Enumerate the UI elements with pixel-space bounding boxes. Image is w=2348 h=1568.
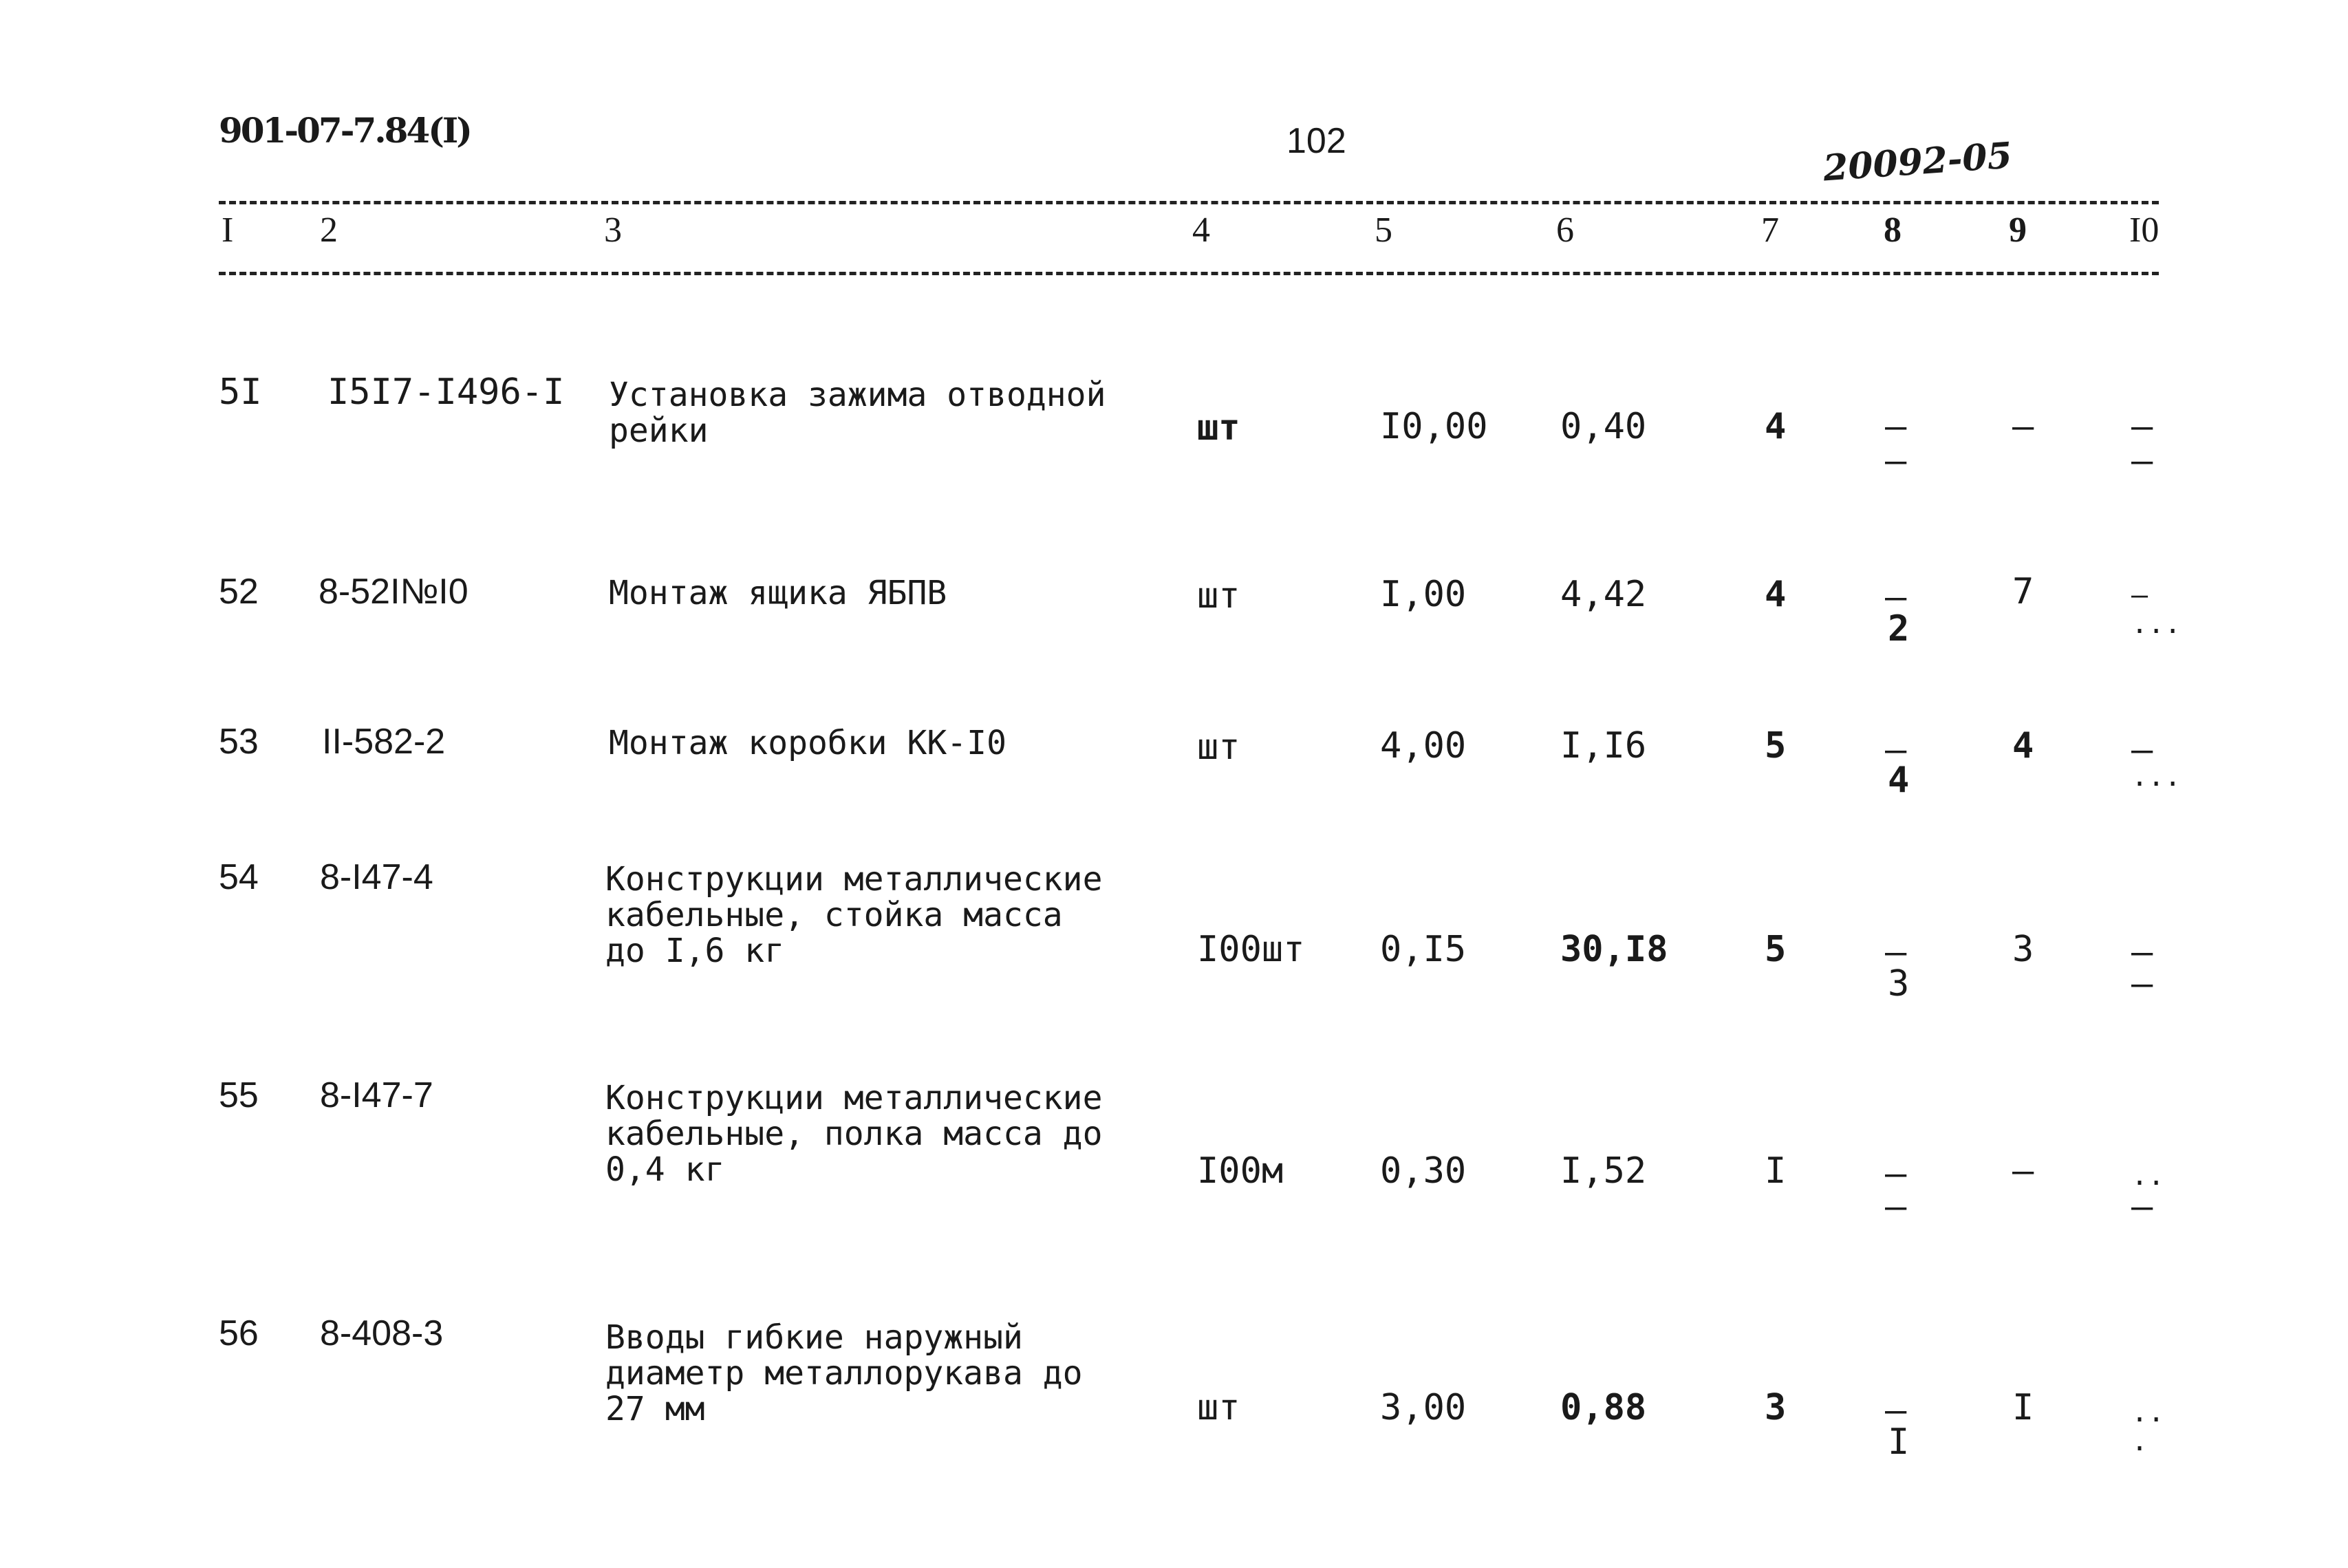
row-code: 8-408-3	[320, 1313, 444, 1353]
row-col9: I	[2012, 1387, 2034, 1428]
row-col10-top: ..	[2131, 1160, 2165, 1192]
document-code: 901-07-7.84(I)	[219, 110, 471, 151]
row-col8-bottom: –	[1885, 1186, 1907, 1227]
row-col9: –	[2012, 1150, 2034, 1192]
header-bottom-rule	[219, 272, 2159, 275]
row-col10-bottom: –	[2131, 1186, 2153, 1227]
row-qty: 3,00	[1380, 1387, 1467, 1428]
col-header-4: 4	[1192, 211, 1210, 250]
row-col10-bottom: –	[2131, 440, 2153, 482]
page-number: 102	[1286, 121, 1346, 161]
col-header-10: I0	[2129, 211, 2159, 250]
row-col8-bottom: 3	[1888, 963, 1910, 1005]
row-name: Монтаж ящика ЯБПВ	[609, 574, 947, 612]
row-number: 52	[219, 572, 259, 612]
row-qty: 0,I5	[1380, 929, 1467, 970]
row-qty: I,00	[1380, 574, 1467, 615]
row-number: 56	[219, 1313, 259, 1353]
row-col10-bottom: .	[2131, 1426, 2148, 1457]
col-header-6: 6	[1556, 211, 1574, 250]
row-col7: 4	[1765, 574, 1787, 615]
row-col7: 3	[1765, 1387, 1787, 1428]
row-col6: I,52	[1560, 1150, 1647, 1192]
row-col8-bottom: 4	[1888, 760, 1910, 801]
row-number: 5I	[219, 372, 262, 413]
row-code: I5I7-I496-I	[327, 372, 565, 413]
header-top-rule	[219, 201, 2159, 204]
col-header-3: 3	[604, 211, 622, 250]
row-col6: 30,I8	[1560, 929, 1668, 970]
row-col10-top: –	[2131, 579, 2148, 611]
row-name: Конструкции металлические кабельные, полка масса до 0,4 кг	[605, 1079, 1103, 1189]
row-col7: 4	[1765, 406, 1787, 447]
row-col8-bottom: 2	[1888, 608, 1910, 649]
col-header-9: 9	[2009, 211, 2027, 250]
row-unit: шт	[1197, 575, 1240, 616]
col-header-8: 8	[1884, 211, 1902, 250]
row-number: 53	[219, 722, 259, 762]
row-code: 8-I47-4	[320, 857, 433, 897]
row-code: II-582-2	[322, 722, 446, 762]
row-unit: I00м	[1197, 1150, 1284, 1192]
row-col8-top: –	[1885, 1390, 1907, 1431]
row-qty: 0,30	[1380, 1150, 1467, 1192]
row-number: 54	[219, 857, 259, 897]
row-name: Конструкции металлические кабельные, стойка масса до I,6 кг	[605, 860, 1103, 970]
row-col9: –	[2012, 406, 2034, 447]
row-col6: 0,40	[1560, 406, 1647, 447]
row-unit: шт	[1197, 1387, 1240, 1428]
row-col6: 4,42	[1560, 574, 1647, 615]
row-number: 55	[219, 1075, 259, 1115]
row-name: Монтаж коробки КК-I0	[609, 724, 1006, 762]
row-col7: 5	[1765, 725, 1787, 766]
handwritten-number: 20092-05	[1822, 134, 2014, 190]
row-col8-top: –	[1885, 406, 1907, 447]
row-col8-top: –	[1885, 1153, 1907, 1194]
row-col8-top: –	[1885, 729, 1907, 771]
row-col7: 5	[1765, 929, 1787, 970]
row-col9: 4	[2012, 725, 2034, 766]
row-col10-top: ..	[2131, 1397, 2165, 1428]
col-header-2: 2	[320, 211, 338, 250]
row-col10-bottom: ...	[2131, 761, 2182, 793]
row-qty: I0,00	[1380, 406, 1488, 447]
row-qty: 4,00	[1380, 725, 1467, 766]
row-col10-bottom: –	[2131, 963, 2153, 1005]
row-col10-top: –	[2131, 729, 2153, 771]
col-header-1: I	[222, 211, 234, 250]
row-col8-bottom: I	[1888, 1421, 1910, 1463]
col-header-5: 5	[1375, 211, 1392, 250]
row-col9: 3	[2012, 929, 2034, 970]
row-col10-top: –	[2131, 932, 2153, 973]
row-col10-bottom: ...	[2131, 608, 2182, 640]
row-unit: шт	[1197, 407, 1240, 449]
row-name: Установка зажима отводной рейки	[609, 376, 1106, 450]
row-col8-bottom: –	[1885, 440, 1907, 482]
row-name: Вводы гибкие наружный диаметр металлорукава до 27 мм	[605, 1318, 1083, 1428]
row-col9: 7	[2012, 571, 2034, 612]
row-code: 8-52I№I0	[319, 572, 468, 612]
row-col6: I,I6	[1560, 725, 1647, 766]
row-col6: 0,88	[1560, 1387, 1647, 1428]
row-col10-top: –	[2131, 406, 2153, 447]
row-col7: I	[1765, 1150, 1787, 1192]
row-unit: I00шт	[1197, 929, 1305, 970]
row-col8-top: –	[1885, 577, 1907, 618]
col-header-7: 7	[1761, 211, 1779, 250]
row-unit: шт	[1197, 727, 1240, 768]
row-col8-top: –	[1885, 932, 1907, 973]
row-code: 8-I47-7	[320, 1075, 433, 1115]
